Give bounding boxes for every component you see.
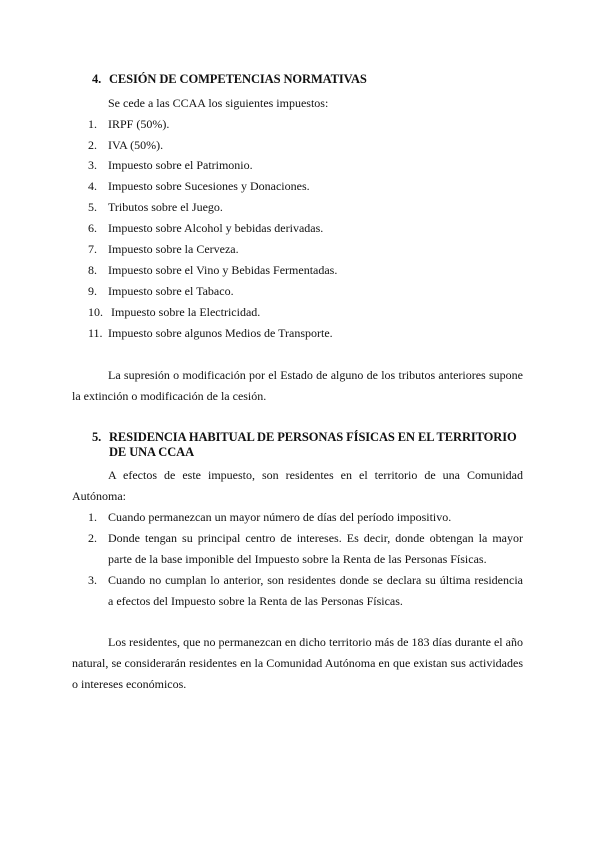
list-item-text: Impuesto sobre el Patrimonio.: [108, 158, 253, 172]
section-4-intro: Se cede a las CCAA los siguientes impuestos:: [108, 96, 329, 110]
list-item-number: 6.: [88, 221, 97, 235]
list-item-text: IVA (50%).: [108, 138, 164, 152]
list-item-number: 3.: [88, 158, 97, 172]
list-item-text: Cuando no cumplan lo anterior, son residentes donde se declara su última residencia: [108, 573, 523, 587]
section-5-closing-line-1: Los residentes, que no permanezcan en dicho territorio más de 183 días durante el año: [108, 635, 523, 649]
list-item-text: Impuesto sobre la Cerveza.: [108, 242, 239, 256]
section-4-closing-line-2: la extinción o modificación de la cesión.: [72, 389, 267, 403]
list-item-number: 7.: [88, 242, 97, 256]
list-item-text: Impuesto sobre algunos Medios de Transporte.: [108, 326, 333, 340]
list-item-number: 5.: [88, 200, 97, 214]
section-5-number: 5.: [92, 430, 102, 444]
list-item-number: 1.: [88, 510, 97, 524]
section-5-title: RESIDENCIA HABITUAL DE PERSONAS FÍSICAS EN EL TERRITORIO DE UNA CCAA: [109, 430, 517, 459]
list-item-number: 1.: [88, 117, 97, 131]
list-item-number: 11.: [88, 326, 103, 340]
section-5-closing-line-2: natural, se considerarán residentes en la Comunidad Autónoma en que existan sus actividades: [72, 656, 523, 670]
list-item-text: Tributos sobre el Juego.: [108, 200, 223, 214]
section-4-title: CESIÓN DE COMPETENCIAS NORMATIVAS: [109, 72, 367, 86]
list-item-text: Impuesto sobre el Vino y Bebidas Fermentadas.: [108, 263, 338, 277]
list-item-number: 9.: [88, 284, 97, 298]
list-item-continuation: parte de la base imponible del Impuesto sobre la Renta de las Personas Físicas.: [108, 552, 487, 566]
list-item-text: Impuesto sobre el Tabaco.: [108, 284, 234, 298]
list-item-number: 2.: [88, 138, 97, 152]
list-item-text: Donde tengan su principal centro de intereses. Es decir, donde obtengan la mayor: [108, 531, 523, 545]
list-item-text: IRPF (50%).: [108, 117, 170, 131]
section-5-intro-line-1: A efectos de este impuesto, son residentes en el territorio de una Comunidad: [108, 468, 523, 482]
list-item-continuation: a efectos del Impuesto sobre la Renta de las Personas Físicas.: [108, 594, 403, 608]
section-5-intro-line-2: Autónoma:: [72, 489, 126, 503]
list-item-text: Impuesto sobre Alcohol y bebidas derivadas.: [108, 221, 324, 235]
list-item-text: Impuesto sobre Sucesiones y Donaciones.: [108, 179, 310, 193]
list-item-number: 8.: [88, 263, 97, 277]
section-4-number: 4.: [92, 72, 102, 86]
list-item-text: Cuando permanezcan un mayor número de días del período impositivo.: [108, 510, 452, 524]
list-item-text: Impuesto sobre la Electricidad.: [108, 305, 261, 319]
section-5-closing-line-3: o intereses económicos.: [72, 677, 187, 691]
list-item-number: 10.: [88, 305, 103, 319]
list-item-number: 3.: [88, 573, 97, 587]
section-4-closing-line-1: La supresión o modificación por el Estado de alguno de los tributos anteriores supone: [108, 368, 523, 382]
list-item-number: 4.: [88, 179, 97, 193]
list-item-number: 2.: [88, 531, 97, 545]
